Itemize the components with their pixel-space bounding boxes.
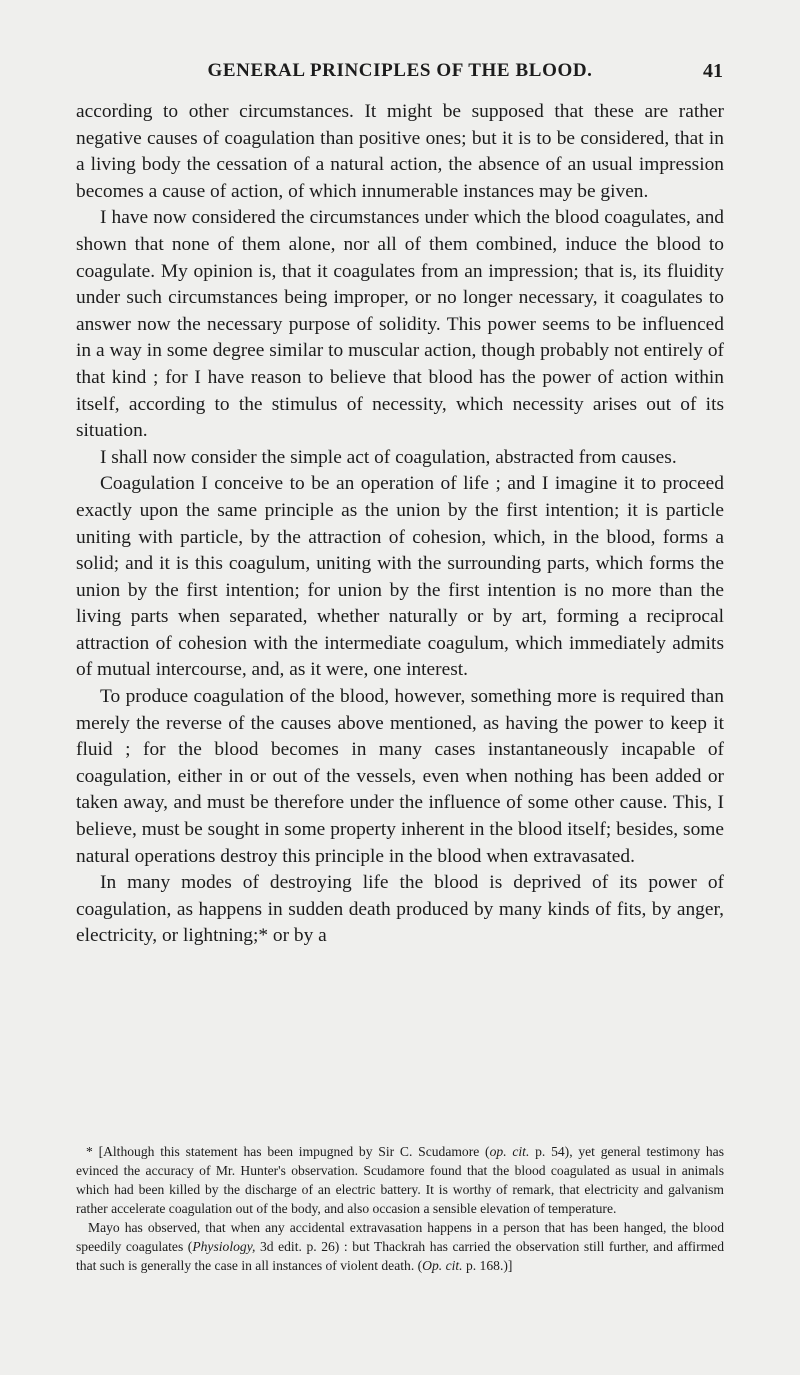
paragraph: I have now considered the circumstances under which the blood coagulates, and shown that none of them alone, nor all of them combined, induce the blood to coagulate. My opinion is, that it coagulates from an impression; that is, its fluidity under such circumstances being improper, or no longer necessary, it coagulates to answer now the necessary purpose of solidity. This power seems to be influenced in a way in some degree similar to muscular action, though probably not entirely of that kind ; for I have reason to believe that blood has the power of action within itself, according to the stimulus of necessity, which necessity arises out of its situation.: [76, 207, 724, 442]
footnote-text: 3d edit. p. 26) : but Thackrah has carried the observation still further, and affirmed that such is generally the case in all instances of violent death. (: [76, 1239, 724, 1273]
footnote-text: p. 168.)]: [462, 1258, 513, 1273]
citation-italic: op. cit.: [489, 1144, 530, 1159]
paragraph: I shall now consider the simple act of coagulation, abstracted from causes.: [100, 446, 677, 468]
citation-italic: Physiology,: [192, 1239, 256, 1254]
footnote-text: p. 54), yet general testimony has evinced the accuracy of Mr. Hunter's observation. Scudamore found that the blood coagulated as usual in animals which had been killed by the discharge of an electric battery. It is worthy of remark, that electricity and galvanism rather accelerate coagulation out of the body, and also occasion a sensible elevation of temperature.: [76, 1144, 724, 1216]
footnote-paragraph: [76, 1142, 724, 1218]
paragraph: To produce coagulation of the blood, however, something more is required than merely the reverse of the causes above mentioned, as having the power to keep it fluid ; for the blood becomes in many cases instantaneously incapable of coagulation, either in or out of the vessels, even when nothing has been added or taken away, and must be therefore under the influence of some other cause. This, I believe, must be sought in some property inherent in the blood itself; besides, some natural operations destroy this principle in the blood when extravasated.: [76, 686, 724, 867]
paragraph: In many modes of destroying life the blood is deprived of its power of coagulation, as happens in sudden death produced by many kinds of fits, by anger, electricity, or lightning;* or by a: [76, 872, 724, 947]
citation-italic: Op. cit.: [422, 1258, 463, 1273]
paragraph: Coagulation I conceive to be an operation of life ; and I imagine it to proceed exactly upon the same principle as the union by the first intention; it is particle uniting with particle, by the attraction of cohesion, which, in the blood, forms a solid; and it is this coagulum, uniting with the surrounding parts, which forms the union by the first intention; for union by the first intention is no more than the living parts when separated, whether naturally or by art, forming a reciprocal attraction of cohesion with the intermediate coagulum, which immediately admits of mutual intercourse, and, as it were, one interest.: [76, 473, 724, 681]
running-title: GENERAL PRINCIPLES OF THE BLOOD.: [207, 60, 593, 81]
page-number: 41: [703, 60, 723, 82]
footnote-text: * [Although this statement has been impugned by Sir C. Scudamore (: [86, 1144, 490, 1159]
footnote-paragraph: [76, 1218, 724, 1275]
body-text: [76, 99, 724, 950]
footnote-text: Mayo has observed, that when any accidental extravasation happens in a person that has been hanged, the blood speedily coagulates (: [76, 1220, 724, 1254]
page-header: [0, 60, 800, 90]
footnotes: [76, 1142, 724, 1275]
paragraph: according to other circumstances. It might be supposed that these are rather negative causes of coagulation than positive ones; but it is to be considered, that in a living body the cessation of a natural action, the absence of an usual impression becomes a cause of action, of which innumerable instances may be given.: [76, 101, 724, 202]
